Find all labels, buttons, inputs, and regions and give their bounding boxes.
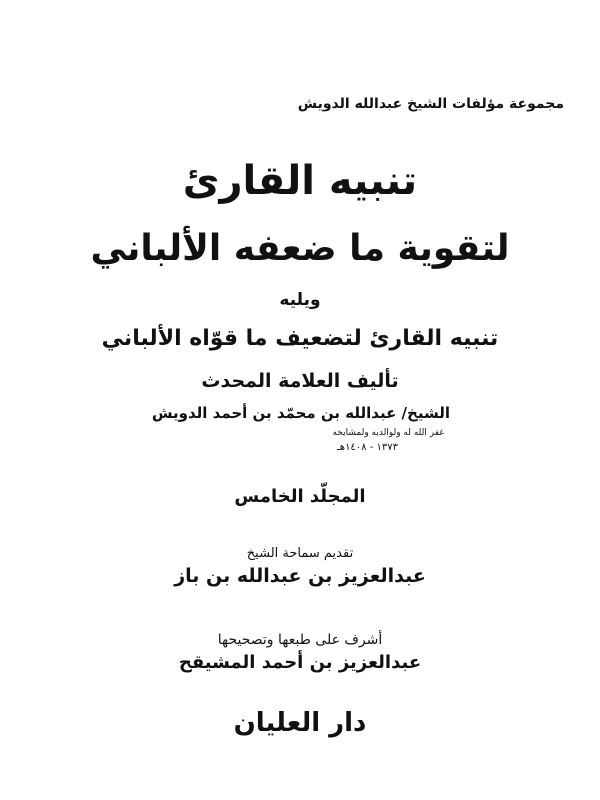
author-dates: ١٣٧٣ - ١٤٠٨هـ: [336, 442, 398, 453]
followed-by-label: ويليه: [279, 290, 321, 310]
series-title: مجموعة مؤلفات الشيخ عبدالله الدويش: [297, 96, 564, 112]
authored-by-label: تأليف العلامة المحدث: [201, 370, 399, 392]
supervision-label: أشرف على طبعها وتصحيحها: [217, 632, 383, 648]
introduction-name: عبدالعزيز بن عبدالله بن باز: [174, 565, 426, 587]
main-title: تنبيه القارئ: [182, 158, 418, 204]
author-name: الشيخ/ عبدالله بن محمّد بن أحمد الدويش: [151, 404, 450, 422]
main-subtitle: لتقوية ما ضعفه الألباني: [90, 228, 510, 269]
publisher-logo-text: دار العليان: [233, 708, 367, 738]
supervisor-name: عبدالعزيز بن أحمد المشيقح: [178, 652, 422, 673]
introduction-label: تقديم سماحة الشيخ: [246, 546, 354, 561]
author-prayer: غفر الله له ولوالديه ولمشايخه: [332, 428, 444, 438]
volume-label: المجلّد الخامس: [234, 486, 366, 507]
second-title: تنبيه القارئ لتضعيف ما قوّاه الألباني: [101, 326, 499, 351]
